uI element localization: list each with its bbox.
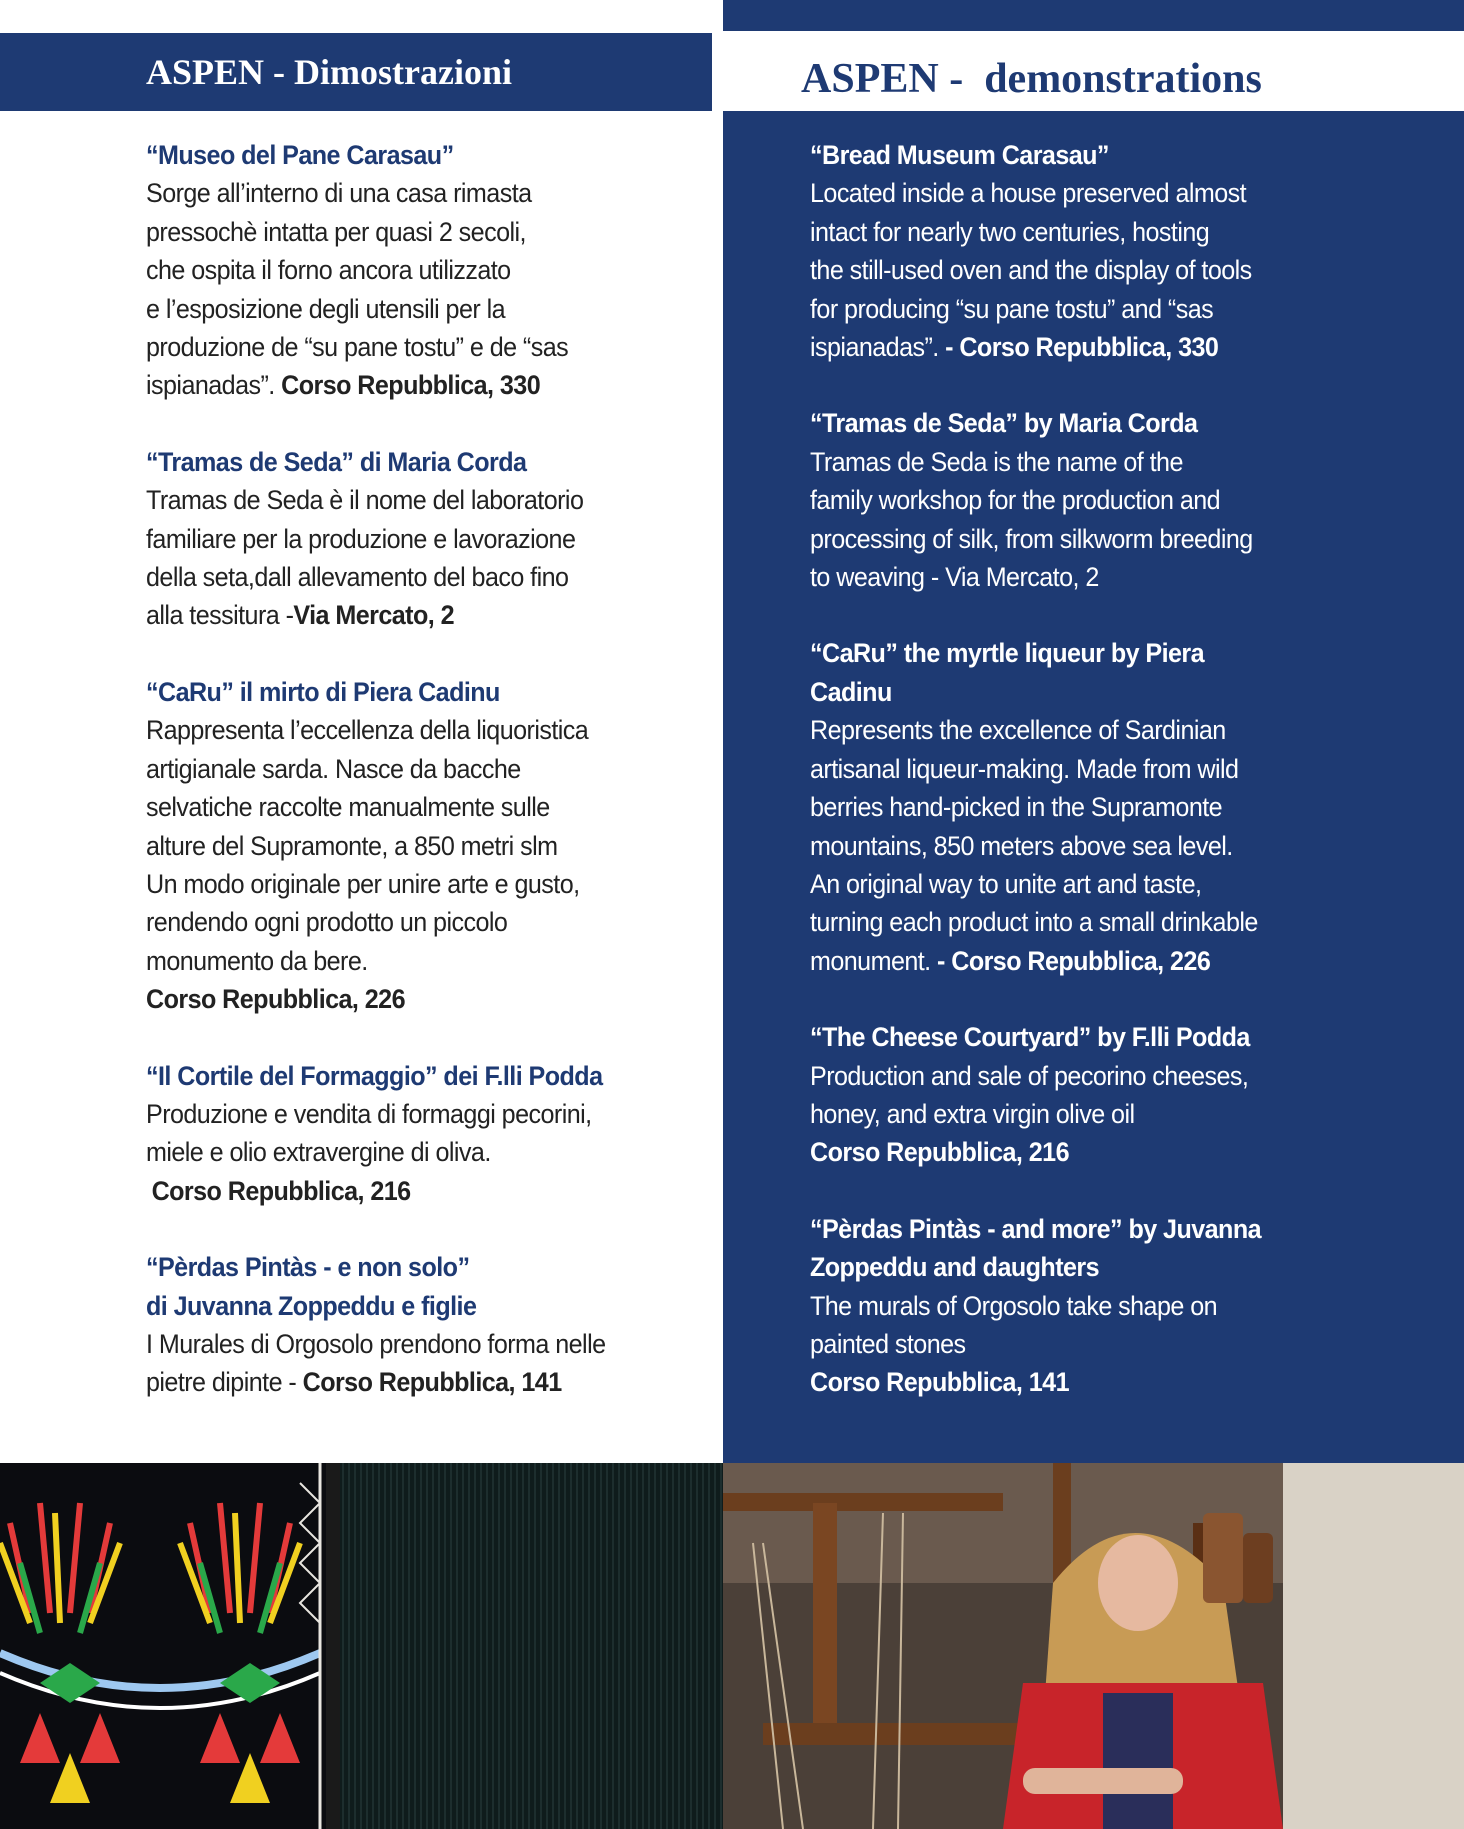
entry-line: ispianadas”. — [810, 332, 946, 363]
left-header: ASPEN - Dimostrazioni — [0, 33, 712, 111]
entry-line: family workshop for the production and — [810, 485, 1221, 516]
entry-line: rendendo ogni prodotto un piccolo — [146, 907, 508, 938]
entry-line: Represents the excellence of Sardinian — [810, 715, 1226, 746]
entry-line: Tramas de Seda è il nome del laboratorio — [146, 485, 584, 516]
entry-perdas-pintas — [146, 1248, 648, 1402]
entry-address: Corso Repubblica, 216 — [810, 1137, 1069, 1168]
entry-title: “CaRu” il mirto di Piera Cadinu — [146, 676, 500, 707]
entry-line: mountains, 850 meters above sea level. — [810, 830, 1233, 861]
italian-column — [146, 136, 648, 1440]
entry-line: familiare per la produzione e lavorazione — [146, 523, 576, 554]
entry-line: che ospita il forno ancora utilizzato — [146, 255, 511, 286]
entry-line: Rappresenta l’eccellenza della liquoristica — [146, 715, 589, 746]
entry-line: An original way to unite art and taste, — [810, 868, 1202, 899]
entry-line: honey, and extra virgin olive oil — [810, 1098, 1135, 1129]
entry-title-line-2: Cadinu — [810, 676, 892, 707]
entry-line: turning each product into a small drinkable — [810, 907, 1258, 938]
entry-address: Corso Repubblica, 141 — [810, 1367, 1069, 1398]
entry-title: “Tramas de Seda” di Maria Corda — [146, 446, 527, 477]
entry-line: berries hand-picked in the Supramonte — [810, 792, 1223, 823]
entry-line: della seta,dall allevamento del baco fino — [146, 562, 569, 593]
right-header-word: demonstrations — [984, 56, 1262, 102]
entry-line: intact for nearly two centuries, hosting — [810, 216, 1210, 247]
weaver-photo — [723, 1463, 1464, 1829]
entry-line: I Murales di Orgosolo prendono forma nelle — [146, 1328, 606, 1359]
entry-line: Production and sale of pecorino cheeses, — [810, 1060, 1249, 1091]
english-column — [810, 136, 1312, 1440]
entry-cortile-formaggio — [146, 1057, 648, 1211]
right-header — [723, 31, 1464, 111]
weaver-illustration — [723, 1463, 1464, 1829]
entry-line: Tramas de Seda is the name of the — [810, 446, 1183, 477]
entry-line: processing of silk, from silkworm breeding — [810, 523, 1253, 554]
entry-caru — [146, 673, 648, 1019]
entry-line: produzione de “su pane tostu” e de “sas — [146, 332, 569, 363]
entry-tramas-de-seda-en — [810, 404, 1312, 596]
entry-title: “CaRu” the myrtle liqueur by Piera — [810, 638, 1205, 669]
entry-tramas-de-seda — [146, 443, 648, 635]
entry-line: to weaving - Via Mercato, 2 — [810, 562, 1099, 593]
entry-line: Sorge all’interno di una casa rimasta — [146, 178, 532, 209]
embroidery-photo — [0, 1463, 723, 1829]
entry-line: Un modo originale per unire arte e gusto, — [146, 868, 580, 899]
entry-line: pietre dipinte - — [146, 1367, 303, 1398]
entry-line: ispianadas”. — [146, 370, 275, 401]
entry-cheese-courtyard — [810, 1018, 1312, 1172]
entry-line: monument. — [810, 945, 938, 976]
entry-museo-pane — [146, 136, 648, 405]
entry-line: e l’esposizione degli utensili per la — [146, 293, 506, 324]
embroidery-illustration — [0, 1463, 723, 1829]
entry-title: “Bread Museum Carasau” — [810, 140, 1109, 170]
entry-address: Corso Repubblica, 226 — [146, 984, 405, 1015]
entry-address: - Corso Repubblica, 330 — [945, 332, 1219, 363]
entry-line: Produzione e vendita di formaggi pecorini, — [146, 1098, 592, 1129]
entry-title: “Il Cortile del Formaggio” dei F.lli Podda — [146, 1060, 603, 1091]
entry-line: pressochè intatta per quasi 2 secoli, — [146, 216, 526, 247]
entry-caru-en — [810, 634, 1312, 980]
entry-title: “Museo del Pane Carasau” — [146, 140, 454, 170]
entry-bread-museum — [810, 136, 1312, 366]
entry-address: Corso Repubblica, 141 — [302, 1367, 562, 1398]
entry-line: the still-used oven and the display of tools — [810, 255, 1252, 286]
top-navy-strip — [723, 0, 1464, 31]
entry-line: artigianale sarda. Nasce da bacche — [146, 753, 521, 784]
entry-address: Corso Repubblica, 216 — [151, 1175, 411, 1206]
right-header-prefix: ASPEN - — [801, 56, 964, 102]
entry-line: alla tessitura - — [146, 600, 294, 631]
entry-title: “The Cheese Courtyard” by F.lli Podda — [810, 1022, 1250, 1053]
entry-title: “Pèrdas Pintàs - e non solo” — [146, 1252, 470, 1283]
entry-address: Corso Repubblica, 330 — [281, 370, 541, 401]
entry-line: for producing “su pane tostu” and “sas — [810, 293, 1214, 324]
entry-perdas-pintas-en — [810, 1210, 1312, 1402]
entry-line: miele e olio extravergine di oliva. — [146, 1137, 491, 1168]
entry-title: “Pèrdas Pintàs - and more” by Juvanna — [810, 1213, 1262, 1244]
entry-line: alture del Supramonte, a 850 metri slm — [146, 830, 558, 861]
entry-title-line-2: Zoppeddu and daughters — [810, 1252, 1100, 1283]
entry-line: Located inside a house preserved almost — [810, 178, 1247, 209]
entry-line: artisanal liqueur-making. Made from wild — [810, 753, 1239, 784]
entry-address: - Corso Repubblica, 226 — [937, 945, 1211, 976]
entry-line: monumento da bere. — [146, 945, 368, 976]
entry-title-line-2: di Juvanna Zoppeddu e figlie — [146, 1290, 477, 1321]
entry-line: painted stones — [810, 1328, 966, 1359]
entry-line: selvatiche raccolte manualmente sulle — [146, 792, 550, 823]
entry-address: Via Mercato, 2 — [293, 600, 454, 631]
entry-line: The murals of Orgosolo take shape on — [810, 1290, 1218, 1321]
entry-title: “Tramas de Seda” by Maria Corda — [810, 408, 1198, 439]
